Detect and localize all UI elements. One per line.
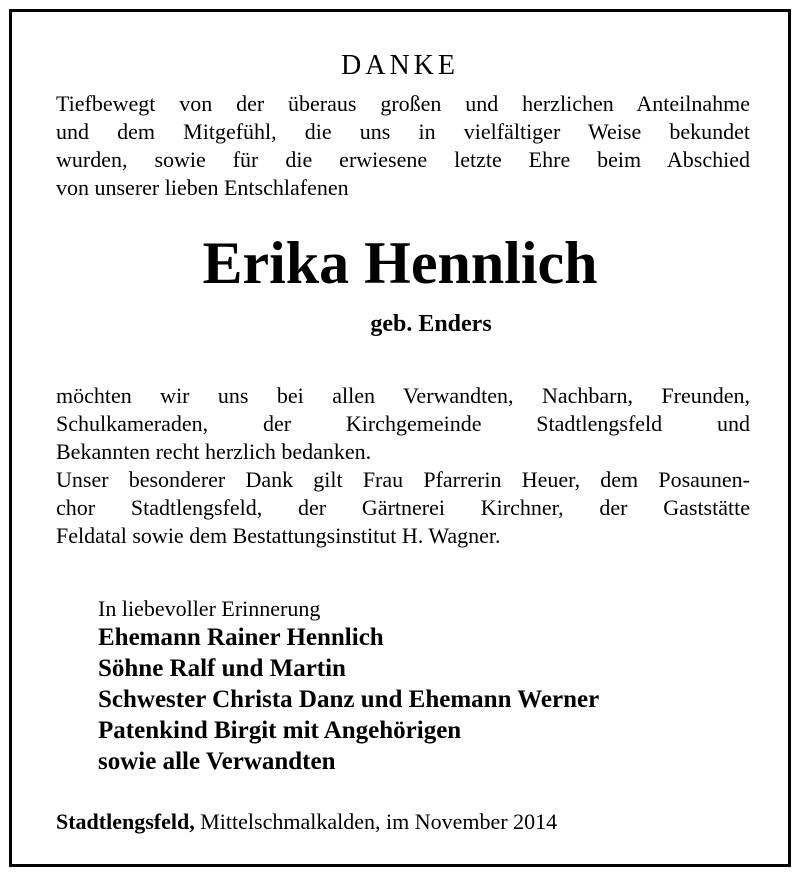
notice-title: DANKE: [341, 50, 459, 81]
birth-name: geb. Enders: [370, 311, 492, 337]
intro-paragraph: [56, 90, 750, 202]
notice-content: [12, 12, 788, 864]
thanks-line: Schulkameraden, der Kirchgemeinde Stadtlengsfeld und: [56, 411, 750, 436]
family-member: sowie alle Verwandten: [98, 748, 336, 775]
footer-date: Mittelschmalkalden, im November 2014: [194, 809, 558, 834]
family-member: Schwester Christa Danz und Ehemann Werner: [98, 686, 600, 713]
thanks-line: Bekannten recht herzlich bedanken.: [56, 439, 372, 464]
notice-frame: [9, 9, 791, 867]
special-thanks-line: chor Stadtlengsfeld, der Gärtnerei Kirchner, der Gaststätte: [56, 495, 750, 520]
place-date-line: [56, 808, 557, 836]
family-member: Söhne Ralf und Martin: [98, 655, 346, 682]
remembrance-line: In liebevoller Erinnerung: [98, 596, 321, 621]
family-list: [98, 622, 599, 777]
intro-line: Tiefbewegt von der überaus großen und herzlichen Anteilnahme: [56, 91, 750, 116]
intro-line: von unserer lieben Entschlafenen: [56, 175, 349, 200]
family-member: Patenkind Birgit mit Angehörigen: [98, 717, 462, 744]
special-thanks-line: Unser besonderer Dank gilt Frau Pfarrerin Heuer, dem Posaunen-: [56, 467, 750, 492]
deceased-name: Erika Hennlich: [202, 230, 598, 296]
intro-line: und dem Mitgefühl, die uns in vielfältiger Weise bekundet: [56, 119, 750, 144]
special-thanks-line: Feldatal sowie dem Bestattungsinstitut H. Wagner.: [56, 523, 501, 548]
intro-line: wurden, sowie für die erwiesene letzte Ehre beim Abschied: [56, 147, 750, 172]
special-thanks-paragraph: [56, 466, 750, 550]
thanks-paragraph: [56, 382, 750, 466]
thanks-line: möchten wir uns bei allen Verwandten, Nachbarn, Freunden,: [56, 383, 750, 408]
footer-place: Stadtlengsfeld,: [56, 809, 195, 834]
family-member: Ehemann Rainer Hennlich: [98, 624, 384, 651]
